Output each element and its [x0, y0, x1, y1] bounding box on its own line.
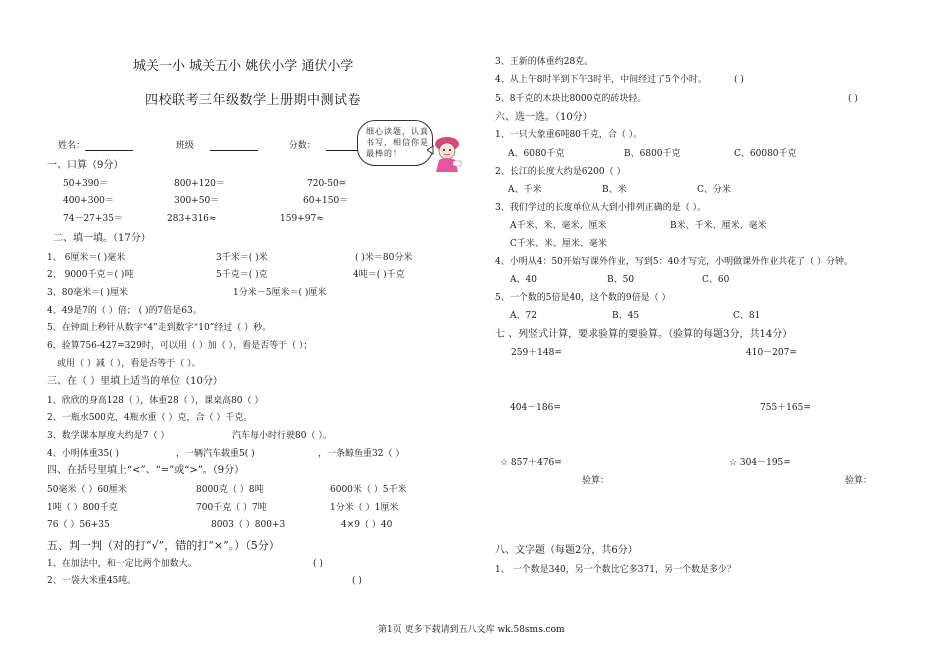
word-problem: 1、 一个数是340，另一个数比它多371，另一个数是多少？	[495, 565, 736, 575]
choice-option: A、千米	[508, 185, 542, 195]
choice-option: B、米	[602, 185, 627, 195]
compare-item: 4×9（ ）40	[341, 520, 393, 530]
fill-item: 4吨＝( )千克	[353, 270, 405, 280]
choice-question: 1、一只大象重6吨80千克，合（ ）。	[495, 130, 643, 140]
compare-item: 1分米（ ）1厘米	[330, 503, 399, 513]
unit-item: 2、一瓶水500克，4瓶水重（ ）克，合（ ）千克。	[47, 413, 253, 423]
oral-calc-item: 50+390＝	[63, 179, 109, 189]
fill-item: 3、80毫米＝( )厘米	[47, 288, 129, 298]
fill-item: 3千米＝( )米	[216, 253, 268, 263]
compare-item: 1吨（ ）800千克	[47, 503, 118, 513]
oral-calc-item: 720-50=	[307, 179, 347, 189]
choice-question: 5、一个数的5倍是40，这个数的9倍是（ ）	[495, 293, 671, 303]
vertical-calc-item: 410－207=	[746, 348, 797, 358]
judge-item: 1、在加法中，和一定比两个加数大。	[47, 559, 197, 569]
choice-option: B米、千米、厘米、毫米	[670, 221, 767, 231]
oral-calc-item: 60+150＝	[303, 196, 349, 206]
oral-calc-item: 159+97≈	[280, 214, 324, 224]
schools-header: 城关一小 城关五小 姚伏小学 通伏小学	[133, 59, 354, 74]
section3-title: 三、在（ ）里填上适当的单位（10分）	[47, 376, 223, 387]
vertical-calc-item: ☆ 304－195=	[729, 458, 791, 468]
vertical-calc-item: 755＋165=	[760, 403, 811, 413]
compare-item: 76（ ）56+35	[47, 520, 110, 530]
judge-item: 5、8千克的木块比8000克的砖块轻。	[495, 94, 647, 104]
unit-item: 1、欣欣的身高128（ ），体重28（ ），课桌高80（ ）	[47, 396, 264, 406]
vertical-calc-item: ☆ 857＋476=	[500, 458, 562, 468]
choice-option: C、60080千克	[734, 149, 797, 159]
oral-calc-item: 74－27+35＝	[63, 214, 123, 224]
choice-option: A、6080千克	[508, 149, 565, 159]
score-label: 分数：	[288, 141, 316, 151]
check-label: 验算：	[582, 476, 610, 486]
check-label: 验算：	[845, 476, 873, 486]
section5-title: 五、判一判（对的打“√”，错的打“×”。）（5分）	[47, 539, 280, 552]
class-field[interactable]	[210, 141, 258, 151]
fill-item: 1、 6厘米＝( )毫米	[47, 253, 126, 263]
choice-option: B、45	[612, 311, 640, 321]
unit-item: 汽车每小时行驶80（ ）。	[232, 431, 332, 441]
vertical-calc-item: 404－186=	[510, 403, 561, 413]
choice-option: C、60	[702, 275, 730, 285]
choice-option: A、72	[510, 311, 537, 321]
choice-question: 3、我们学过的长度单位从大到小排列正确的是（ ）。	[495, 203, 707, 213]
fill-item: 2、 9000千克＝( )吨	[47, 270, 134, 280]
unit-item: ，一条鲸鱼重32（ ）	[318, 449, 405, 459]
fill-item: ( )米＝80分米	[355, 253, 413, 263]
judge-item: 3、王新的体重约28克。	[495, 57, 594, 67]
answer-paren: ( )	[313, 559, 323, 569]
name-field[interactable]	[85, 141, 133, 151]
choice-option: A千米、米、毫米、厘米	[510, 221, 607, 231]
section4-title: 四、在括号里填上“<”、“=”或“>”。（9分）	[47, 465, 245, 476]
class-label: 班级	[175, 141, 194, 151]
compare-item: 8003（ ）800+3	[211, 520, 286, 530]
choice-option: C、81	[733, 311, 761, 321]
choice-option: C、分米	[697, 185, 731, 195]
oral-calc-item: 800+120＝	[174, 179, 225, 189]
speech-bubble-text: 细心读题，认真书写，相信你是最棒的！	[366, 127, 429, 158]
compare-item: 6000米（ ）5千米	[330, 485, 407, 495]
vertical-calc-item: 259＋148=	[511, 348, 562, 358]
unit-item: ，一辆汽车载重5( )	[176, 449, 255, 459]
exam-title: 四校联考三年级数学上册期中测试卷	[145, 93, 362, 108]
unit-item: 4、小明体重35( )	[47, 449, 120, 459]
choice-question: 2、长江的长度大约是6200（ ）	[495, 167, 626, 177]
oral-calc-item: 300+50＝	[174, 196, 220, 206]
fill-item: 6、验算756-427=329时，可以用（ ）加（ ），看是否等于（ ）；	[47, 341, 313, 351]
page-footer: 第1页 更多下载请到五八文库 wk.58sms.com	[378, 625, 565, 635]
student-info	[58, 141, 372, 151]
judge-item: 2、一袋大米重45吨。	[47, 576, 137, 586]
fill-item: 5、在钟面上秒针从数字“4”走到数字“10”经过（ ）秒。	[47, 323, 272, 333]
answer-paren: ( )	[352, 576, 362, 586]
choice-option: B、50	[607, 275, 635, 285]
answer-paren: ( )	[848, 94, 858, 104]
section1-title: 一、口算（9分）	[47, 160, 124, 171]
compare-item: 700千克（ ）7吨	[196, 503, 267, 513]
choice-option: A、40	[510, 275, 537, 285]
judge-item: 4、从上午8时半到下午3时半，中间经过了5个小时。	[495, 75, 707, 85]
name-label: 姓名：	[58, 141, 86, 151]
oral-calc-item: 400+300＝	[63, 196, 114, 206]
compare-item: 50毫米（ ）60厘米	[47, 485, 127, 495]
fill-item: 5千克＝( )克	[216, 270, 268, 280]
choice-question: 4、小明从4：50开始写课外作业，写到5：40才写完，小明做课外作业共花了（ ）分钟。	[495, 257, 853, 267]
answer-paren: ( )	[734, 75, 744, 85]
unit-item: 3、数学课本厚度大约是7（ ）	[47, 431, 170, 441]
section8-title: 八、文字题（每题2分，共6分）	[495, 545, 638, 556]
fill-item: 4、49是7的（ ）倍； ( )的7倍是63。	[47, 306, 202, 316]
choice-option: C千米、米、厘米、毫米	[510, 239, 607, 249]
compare-item: 8000克（ ）8吨	[196, 485, 264, 495]
oral-calc-item: 283+316≈	[167, 214, 217, 224]
fill-item: 1分米－5厘米＝( )厘米	[233, 288, 327, 298]
section2-title: 二、填一填。（17分）	[53, 233, 151, 244]
fill-item: 或用（ ）减（ ），看是否等于（ ）。	[57, 359, 201, 369]
choice-option: B、6800千克	[624, 149, 681, 159]
section7-title: 七 、列竖式计算，要求验算的要验算。（验算的每题3分，共14分）	[495, 329, 793, 340]
cartoon-girl-icon	[427, 134, 467, 176]
section6-title: 六、选一选。（10分）	[495, 112, 593, 123]
